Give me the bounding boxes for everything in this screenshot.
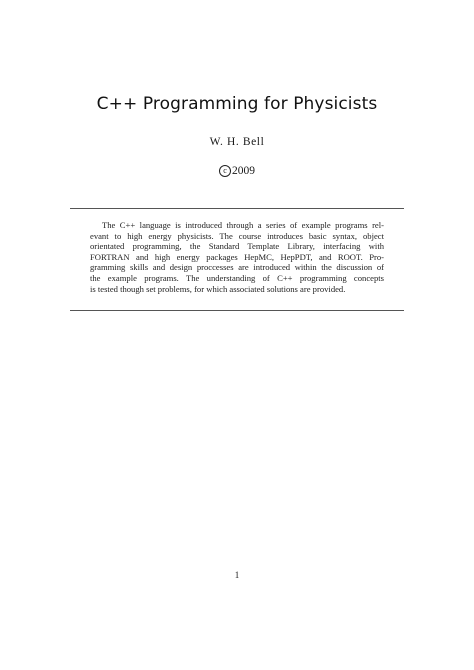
abstract — [90, 220, 384, 294]
abstract-line: FORTRAN and high energy packages HepMC, HepPDT, and ROOT. Pro- — [90, 251, 384, 262]
copyright-line — [0, 165, 474, 177]
abstract-top-rule — [70, 208, 404, 209]
abstract-line: The C++ language is introduced through a series of example programs rel- — [102, 220, 384, 230]
author-name: W. H. Bell — [209, 136, 265, 148]
copyright-icon: c — [219, 165, 231, 177]
page-number: 1 — [234, 570, 240, 580]
abstract-line: evant to high energy physicists. The course introduces basic syntax, object — [90, 230, 384, 241]
abstract-line: the example programs. The understanding of C++ programming concepts — [90, 272, 384, 283]
abstract-line: orientated programming, the Standard Template Library, interfacing with — [90, 241, 384, 252]
document-title: C++ Programming for Physicists — [96, 94, 378, 114]
abstract-line: is tested though set problems, for which associated solutions are provided. — [90, 283, 346, 294]
copyright-year: 2009 — [232, 165, 255, 177]
abstract-bottom-rule — [70, 310, 404, 311]
abstract-line: gramming skills and design proccesses are introduced within the discussion of — [90, 262, 384, 273]
